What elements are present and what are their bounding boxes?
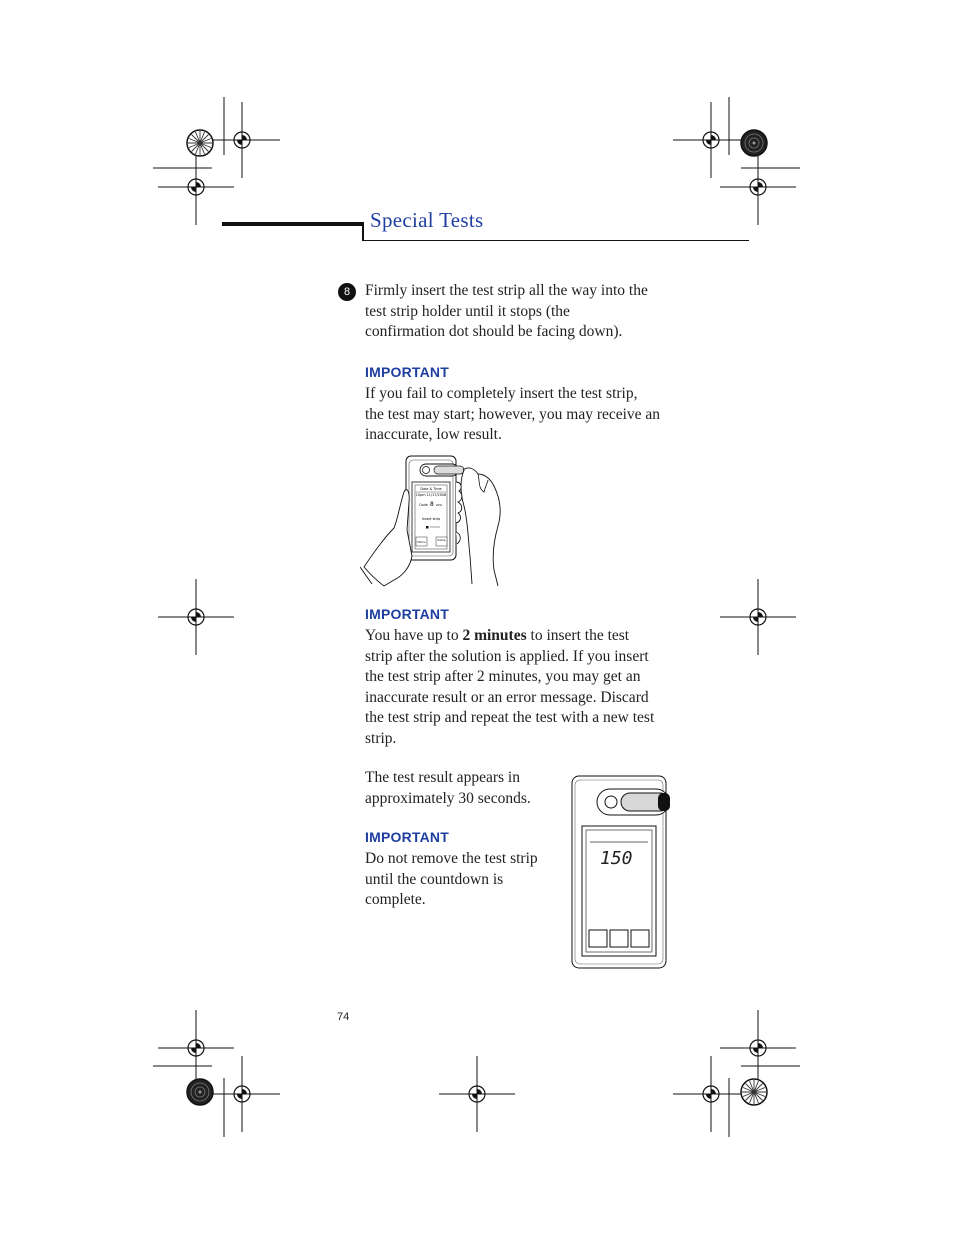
important-heading-3: IMPORTANT bbox=[365, 829, 449, 845]
important2-line-6: strip. bbox=[365, 729, 397, 747]
important2-line-1-post: to insert the test bbox=[526, 627, 630, 644]
step-number-badge: 8 bbox=[338, 283, 356, 301]
page-number: 74 bbox=[337, 1011, 350, 1023]
screen-menu-label: Menu bbox=[417, 540, 426, 544]
important-text-2 bbox=[365, 626, 654, 750]
header-rule-thin bbox=[362, 240, 749, 241]
important-heading-1: IMPORTANT bbox=[365, 364, 449, 380]
important2-line-5: the test strip and repeat the test with a new test bbox=[365, 709, 655, 727]
insert-strip-illustration bbox=[360, 452, 510, 588]
important3-line-1: Do not remove the test strip bbox=[365, 850, 538, 867]
important1-line-1: If you fail to completely insert the test strip, bbox=[365, 385, 638, 402]
important1-line-2: the test may start; however, you may receive an bbox=[365, 405, 661, 423]
important-text-3 bbox=[365, 849, 538, 911]
header-rule-thick bbox=[222, 222, 364, 226]
screen-code-unit: zvu bbox=[436, 503, 442, 507]
important-text-1 bbox=[365, 384, 660, 446]
screen-title-text: Date & Time bbox=[420, 487, 442, 491]
important3-line-3: complete. bbox=[365, 891, 426, 909]
important-heading-2: IMPORTANT bbox=[365, 606, 449, 622]
result-line-2: approximately 30 seconds. bbox=[365, 789, 531, 807]
page-title: Special Tests bbox=[370, 208, 484, 232]
meter-display-value: 150 bbox=[600, 848, 633, 869]
screen-insert-label: Insert strip bbox=[421, 517, 441, 521]
important2-line-2: strip after the solution is applied. If you insert bbox=[365, 647, 649, 665]
screen-datetime-text: 10pm 11/17/2008 bbox=[415, 493, 447, 497]
step-line-1: Firmly insert the test strip all the way into the bbox=[365, 282, 648, 299]
result-line-1: The test result appears in bbox=[365, 769, 520, 786]
screen-code-value: 8 bbox=[430, 501, 434, 508]
important3-line-2: until the countdown is bbox=[365, 870, 504, 888]
result-text bbox=[365, 768, 531, 809]
screen-setup-label: Setup bbox=[437, 538, 446, 542]
header-rule-tick bbox=[362, 222, 364, 241]
important1-line-3: inaccurate, low result. bbox=[365, 426, 502, 444]
meter-result-illustration bbox=[570, 772, 670, 972]
step-line-2: test strip holder until it stops (the bbox=[365, 302, 570, 320]
step-line-3: confirmation dot should be facing down). bbox=[365, 323, 623, 341]
important2-line-3: the test strip after 2 minutes, you may get an bbox=[365, 668, 641, 686]
step-instruction bbox=[365, 281, 648, 343]
important2-line-1-pre: You have up to bbox=[365, 627, 463, 644]
important2-bold-minutes: 2 minutes bbox=[462, 627, 527, 644]
screen-code-label: Code bbox=[419, 503, 428, 507]
important2-line-4: inaccurate result or an error message. Discard bbox=[365, 688, 649, 706]
